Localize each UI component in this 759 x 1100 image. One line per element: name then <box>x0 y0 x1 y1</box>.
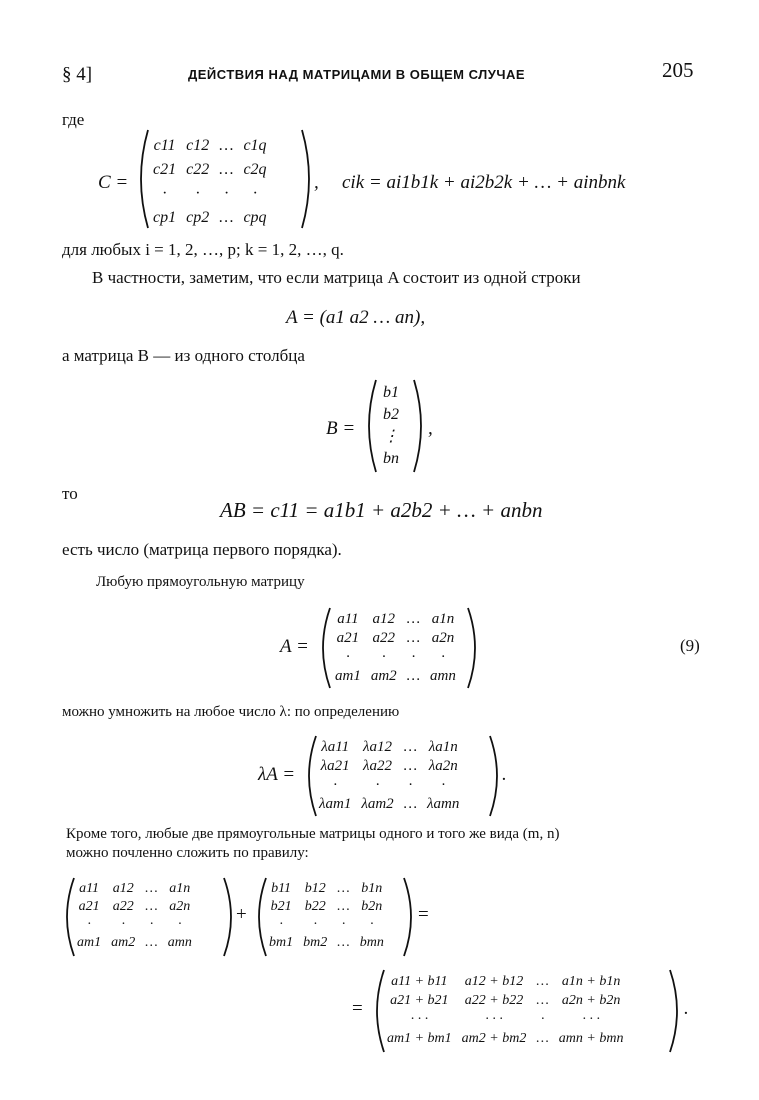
matrix-row <box>148 206 272 230</box>
matrix-entry: a21 <box>336 630 360 646</box>
matrix-row <box>72 916 197 934</box>
matrix-row <box>72 898 197 916</box>
matrix-row <box>378 404 404 426</box>
matrix-row <box>382 1010 628 1029</box>
c-definition: cik = ai1b1k + ai2b2k + … + ainbnk <box>342 172 626 193</box>
matrix-entry: a11 <box>337 611 359 627</box>
matrix-b-left-paren <box>364 378 378 474</box>
matrix-entry: · · · <box>582 1011 600 1027</box>
la-period: . <box>502 764 507 785</box>
matrix-entry: … <box>145 881 158 896</box>
matrix-lambda-a <box>314 738 464 814</box>
matrix-b <box>378 382 404 470</box>
matrix-row <box>382 1029 628 1048</box>
matrix-entry: … <box>406 630 421 646</box>
matrix-entry: · <box>333 777 338 793</box>
matrix-entry: · <box>381 649 386 665</box>
matrix-row <box>378 382 404 404</box>
matrix-entry: · <box>224 185 229 202</box>
matrix-entry: λamn <box>427 796 460 812</box>
matrix-entry: am2 + bm2 <box>461 1030 527 1046</box>
matrix-entry: λa22 <box>363 758 393 774</box>
matrix-entry: a11 + b11 <box>391 973 448 989</box>
matrix-entry: … <box>536 973 549 989</box>
matrix-entry: · <box>375 777 380 793</box>
matrix-entry: · <box>162 185 167 202</box>
matrix-entry: … <box>536 1030 549 1046</box>
matrix-la-right-paren <box>488 734 502 818</box>
matrix-row <box>264 934 389 952</box>
matrix-c-right-paren <box>300 128 314 230</box>
text-gde: где <box>62 110 85 129</box>
matrix-row <box>264 898 389 916</box>
matrix-entry: λa2n <box>428 758 458 774</box>
matrix-row <box>378 426 404 448</box>
matrix-entry: am1 <box>77 935 102 950</box>
matrix-entry: λam2 <box>361 796 394 812</box>
matrix-entry: a2n <box>431 630 455 646</box>
b-comma: , <box>428 418 433 439</box>
matrix-entry: … <box>145 935 158 950</box>
matrix-entry: a1n <box>431 611 455 627</box>
matrix-entry: c11 <box>153 137 176 154</box>
matrix-entry: cp1 <box>153 209 177 226</box>
matrix-a2-right-paren <box>222 876 236 958</box>
matrix-row <box>382 972 628 991</box>
matrix-entry: bm1 <box>269 935 294 950</box>
equation-label-9: (9) <box>680 636 700 655</box>
paragraph-6b: можно почленно сложить по правилу: <box>66 845 309 861</box>
a-lhs: A = <box>280 636 309 657</box>
matrix-row <box>330 610 461 629</box>
matrix-entry: … <box>219 161 234 178</box>
matrix-entry: · <box>341 917 346 932</box>
matrix-entry: c21 <box>153 161 177 178</box>
c-lhs: C = <box>98 172 129 193</box>
equals-sign: = <box>418 904 429 925</box>
matrix-entry: am1 + bm1 <box>387 1030 452 1046</box>
matrix-entry: … <box>406 668 421 684</box>
paragraph-1: В частности, заметим, что если матрица A состоит из одной строки <box>92 268 581 287</box>
paragraph-5: можно умножить на любое число λ: по определению <box>62 704 400 720</box>
matrix-entry: · <box>87 917 91 932</box>
matrix-c <box>148 134 272 230</box>
matrix-entry: a12 + b12 <box>464 973 524 989</box>
matrix-row <box>148 182 272 206</box>
paragraph-2: а матрица B — из одного столбца <box>62 346 305 365</box>
section-marker: § 4] <box>62 64 93 85</box>
matrix-entry: a1n <box>169 881 191 896</box>
matrix-entry: … <box>337 899 350 914</box>
matrix-entry: λa21 <box>320 758 350 774</box>
matrix-row <box>330 629 461 648</box>
matrix-entry: b1n <box>361 881 383 896</box>
matrix-entry: … <box>403 758 418 774</box>
matrix-entry: b22 <box>304 899 326 914</box>
matrix-entry: b11 <box>271 881 292 896</box>
matrix-entry: a21 + b21 <box>390 992 449 1008</box>
equals-sign-2: = <box>352 998 363 1019</box>
matrix-entry: λa12 <box>363 739 393 755</box>
matrix-entry: a11 <box>79 881 100 896</box>
matrix-entry: b12 <box>304 881 326 896</box>
matrix-entry: · <box>149 917 154 932</box>
matrix-entry: c12 <box>186 137 210 154</box>
matrix-sum-result <box>382 972 628 1048</box>
matrix-entry: λam1 <box>319 796 352 812</box>
matrix-row <box>378 448 404 470</box>
paragraph-3: есть число (матрица первого порядка). <box>62 540 342 559</box>
matrix-sum-right-paren <box>668 968 682 1054</box>
matrix-entry: λa11 <box>321 739 350 755</box>
text-to: то <box>62 484 78 503</box>
matrix-b-sum <box>264 880 389 952</box>
matrix-entry: b1 <box>383 384 399 401</box>
matrix-entry: · <box>279 917 283 932</box>
matrix-row <box>330 667 461 686</box>
matrix-entry: a22 <box>112 899 134 914</box>
matrix-row <box>314 795 464 814</box>
matrix-entry: a22 <box>372 630 396 646</box>
matrix-entry: a12 <box>112 881 134 896</box>
text-dlya: для любых i = 1, 2, …, p; k = 1, 2, …, q. <box>62 240 344 259</box>
matrix-entry: bmn <box>359 935 384 950</box>
equation-ab: AB = c11 = a1b1 + a2b2 + … + anbn <box>220 498 543 522</box>
matrix-entry: b2 <box>383 406 399 423</box>
matrix-entry: b2n <box>361 899 383 914</box>
plus-sign: + <box>236 904 247 925</box>
matrix-entry: … <box>406 611 421 627</box>
matrix-entry: am2 <box>370 668 397 684</box>
matrix-entry: bm2 <box>303 935 328 950</box>
matrix-entry: c22 <box>186 161 210 178</box>
matrix-entry: … <box>337 935 350 950</box>
matrix-entry: · <box>411 649 416 665</box>
paragraph-6a: Кроме того, любые две прямоугольные матрицы одного и того же вида (m, n) <box>66 826 560 842</box>
matrix-row <box>314 776 464 795</box>
matrix-entry: · <box>370 917 374 932</box>
matrix-entry: · <box>408 777 413 793</box>
matrix-entry: … <box>403 796 418 812</box>
matrix-entry: a22 + b22 <box>464 992 524 1008</box>
matrix-entry: · <box>346 649 350 665</box>
matrix-entry: a21 <box>78 899 100 914</box>
matrix-entry: a2n <box>169 899 191 914</box>
running-title: ДЕЙСТВИЯ НАД МАТРИЦАМИ В ОБЩЕМ СЛУЧАЕ <box>188 67 526 82</box>
page-number: 205 <box>662 58 694 82</box>
matrix-entry: … <box>219 137 234 154</box>
matrix-b-right-paren <box>412 378 426 474</box>
paragraph-4: Любую прямоугольную матрицу <box>96 574 305 590</box>
matrix-row <box>148 158 272 182</box>
matrix-entry: amn <box>167 935 192 950</box>
matrix-entry: b21 <box>270 899 292 914</box>
matrix-entry: · <box>441 649 445 665</box>
matrix-entry: … <box>145 899 158 914</box>
matrix-entry: amn <box>430 668 456 684</box>
matrix-entry: am2 <box>111 935 136 950</box>
matrix-entry: am1 <box>335 668 361 684</box>
matrix-entry: amn + bmn <box>558 1030 624 1046</box>
matrix-entry: a2n + b2n <box>561 992 621 1008</box>
matrix-row <box>382 991 628 1010</box>
matrix-entry: a12 <box>372 611 396 627</box>
matrix-entry: … <box>536 992 549 1008</box>
matrix-entry: a1n + b1n <box>561 973 621 989</box>
matrix-row <box>330 648 461 667</box>
matrix-entry: … <box>219 209 234 226</box>
matrix-entry: · <box>441 777 446 793</box>
matrix-entry: · <box>540 1011 545 1027</box>
la-lhs: λA = <box>258 764 296 785</box>
matrix-a-sum <box>72 880 197 952</box>
matrix-entry: cpq <box>243 209 267 226</box>
c-comma: , <box>314 172 319 193</box>
matrix-entry: cp2 <box>186 209 210 226</box>
matrix-entry: λa1n <box>428 739 458 755</box>
matrix-row <box>148 134 272 158</box>
matrix-a-right-paren <box>466 606 480 690</box>
matrix-entry: ⋮ <box>383 428 399 445</box>
sum-period: . <box>684 998 689 1019</box>
matrix-row <box>264 880 389 898</box>
matrix-entry: · <box>178 917 182 932</box>
matrix-entry: · <box>121 917 125 932</box>
b-lhs: B = <box>326 418 356 439</box>
matrix-entry: · · · <box>485 1011 503 1027</box>
matrix-row <box>314 757 464 776</box>
matrix-row <box>72 880 197 898</box>
matrix-entry: c2q <box>243 161 267 178</box>
matrix-entry: c1q <box>243 137 267 154</box>
matrix-entry: · <box>195 185 200 202</box>
matrix-entry: · <box>253 185 257 202</box>
equation-a-row: A = (a1 a2 … an), <box>286 307 426 328</box>
matrix-entry: … <box>337 881 350 896</box>
matrix-entry: · <box>313 917 317 932</box>
matrix-entry: … <box>403 739 418 755</box>
matrix-a <box>330 610 461 686</box>
matrix-row <box>314 738 464 757</box>
matrix-b2-right-paren <box>402 876 416 958</box>
matrix-entry: bn <box>383 450 399 467</box>
matrix-row <box>72 934 197 952</box>
matrix-entry: · · · <box>410 1011 429 1027</box>
matrix-row <box>264 916 389 934</box>
